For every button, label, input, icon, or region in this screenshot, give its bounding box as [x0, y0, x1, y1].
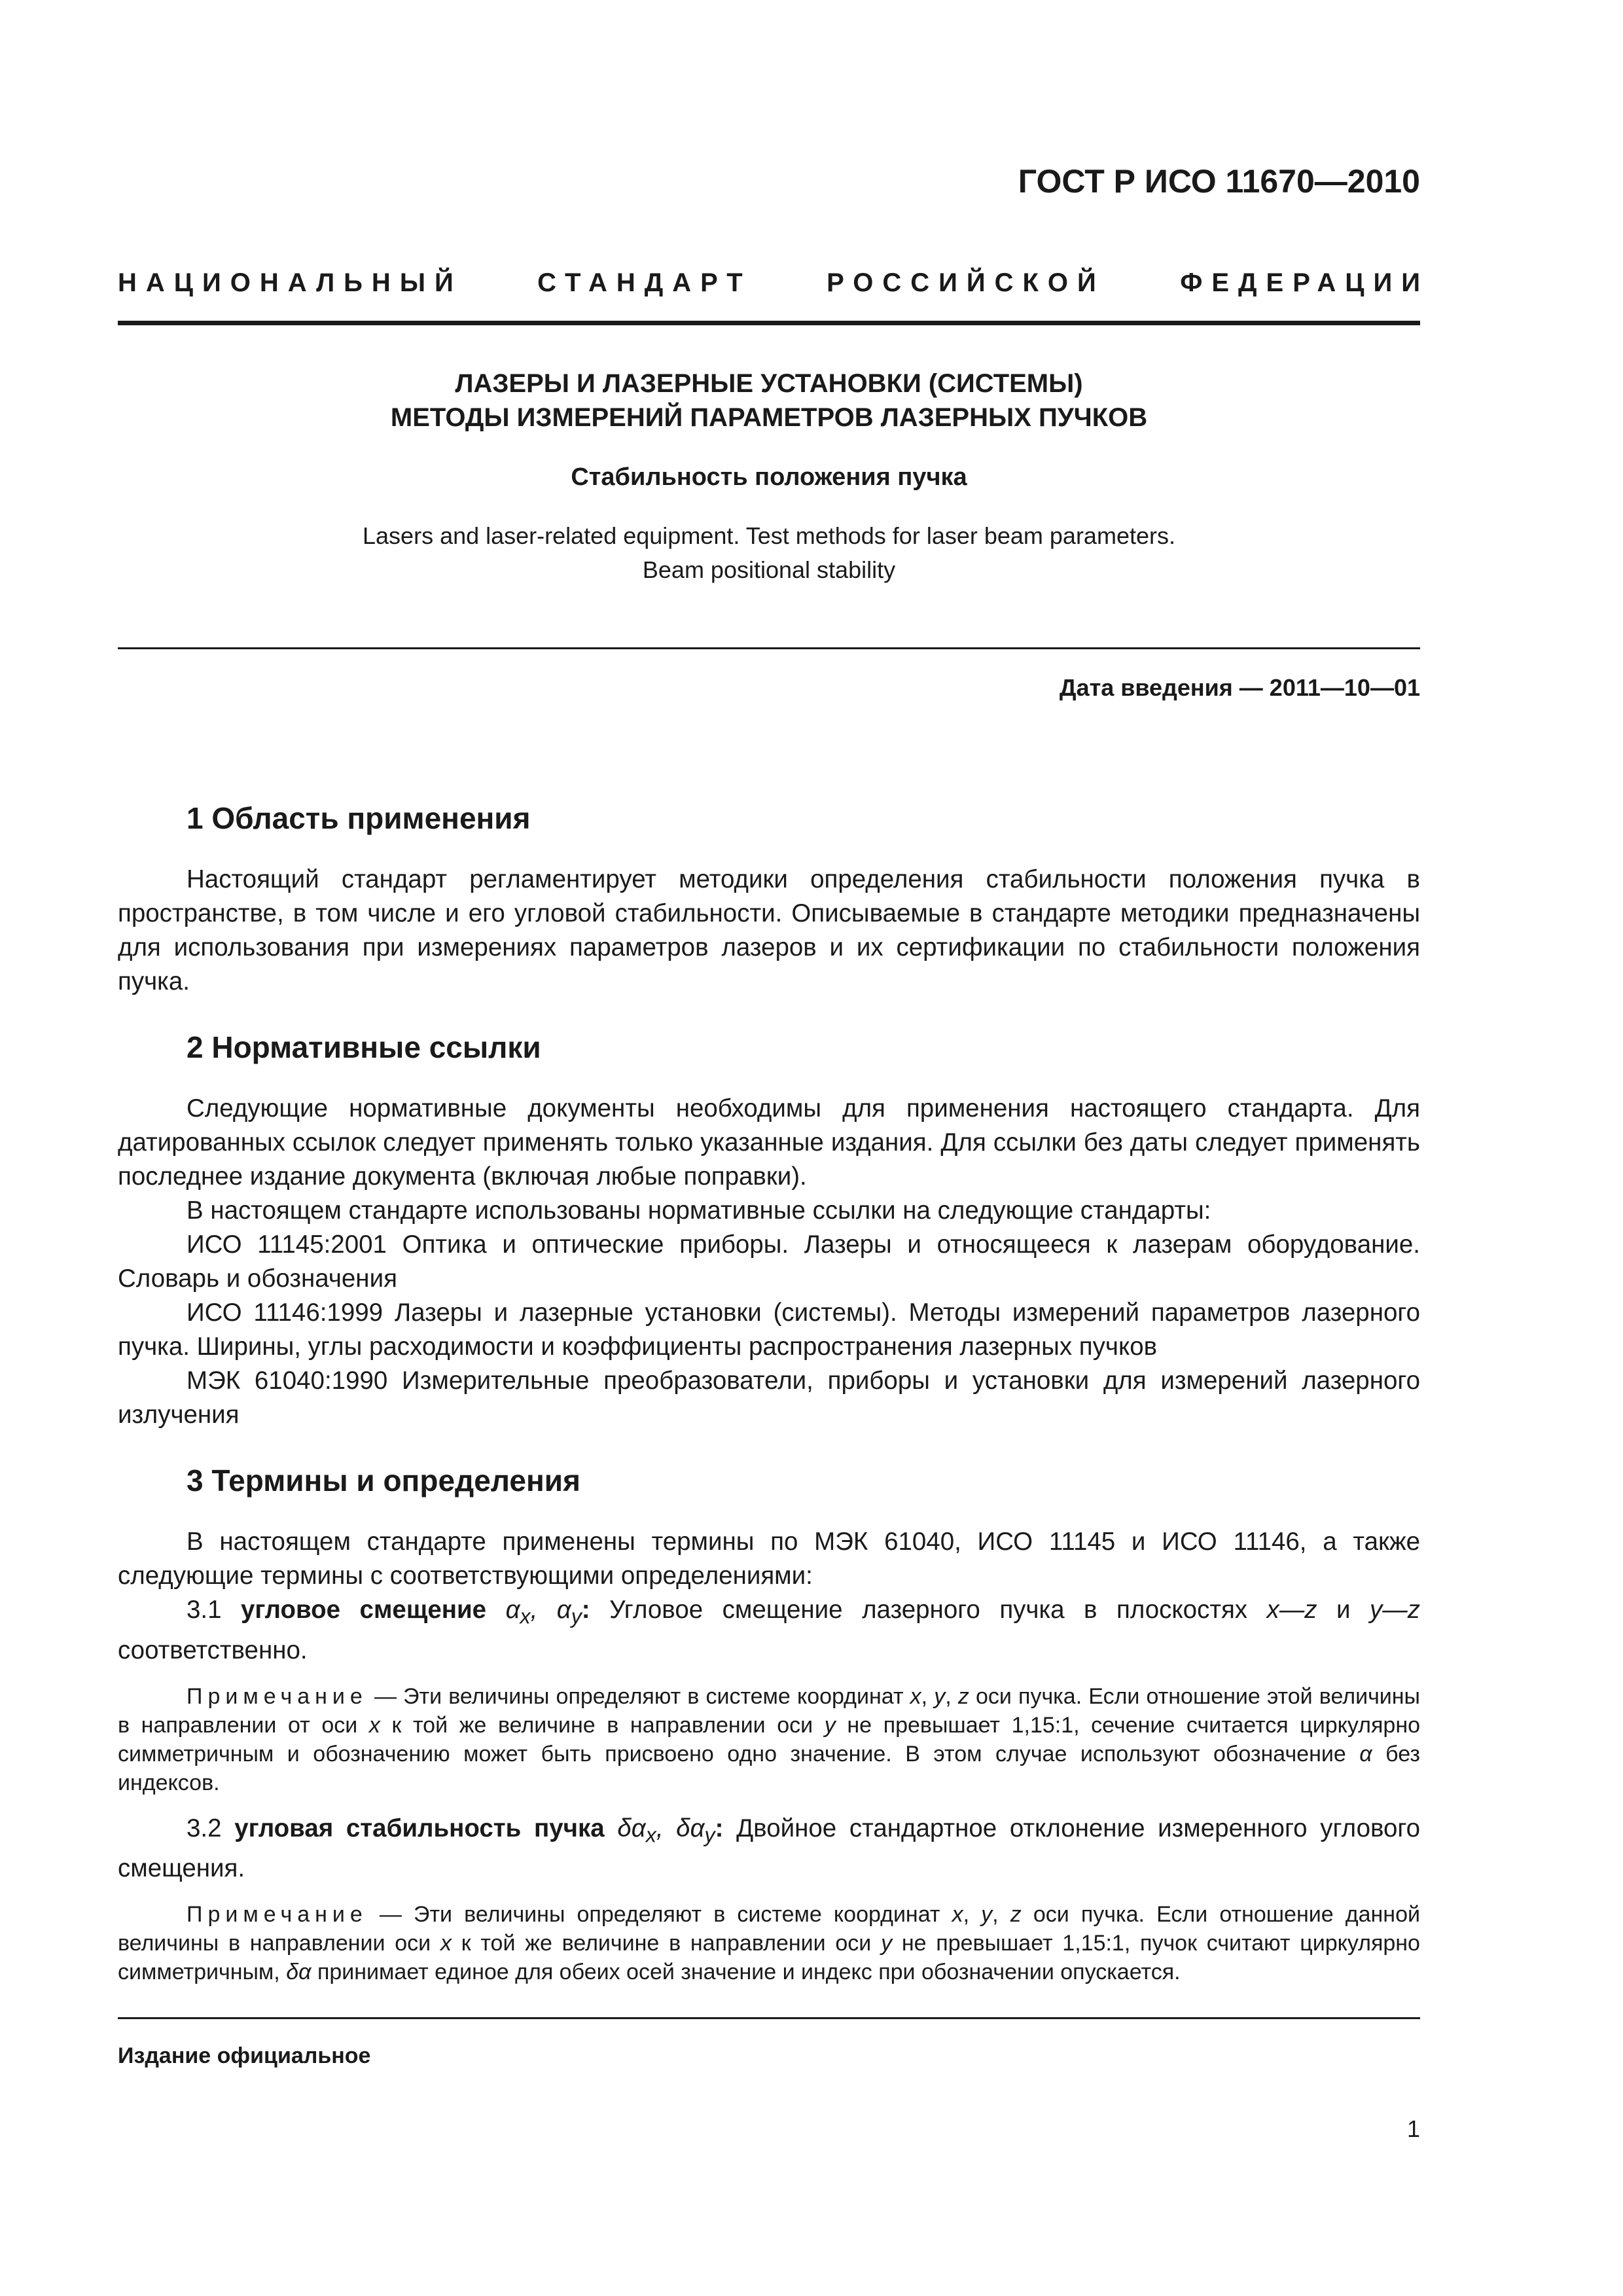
english-title-line-2: Beam positional stability: [642, 556, 896, 583]
edition-label: Издание официальное: [118, 2043, 371, 2068]
banner-word: ФЕДЕРАЦИИ: [1180, 268, 1429, 297]
reference-iec-61040: МЭК 61040:1990 Измерительные преобразователи, приборы и установки для измерений лазерного излучения: [118, 1367, 1420, 1429]
reference-iso-11146: ИСО 11146:1999 Лазеры и лазерные установки (системы). Методы измерений параметров лазерного пучка. Ширины, углы расходимости и коэффициенты распространения лазерных пучков: [118, 1299, 1420, 1361]
term-3-2-name: угловая стабильность пучка: [234, 1814, 605, 1842]
section-2-paragraph-1: Следующие нормативные документы необходимы для применения настоящего стандарта. Для датированных ссылок следует применять только указанные издания. Для ссылки без даты следует применять последнее издание документа (включая любые поправки).: [118, 1094, 1420, 1191]
section-2-heading: 2 Нормативные ссылки: [187, 1030, 541, 1064]
section-3-heading: 3 Термины и определения: [187, 1463, 580, 1498]
footer-divider: [118, 2017, 1420, 2019]
term-3-1: 3.1 угловое смещение $\alpha_x$, $\alpha_y$: Угловое смещение лазерного пучка в плоскостях x—z и y—z соответственно.: [118, 1596, 1421, 1664]
banner-word: СТАНДАРТ: [537, 268, 752, 297]
subtitle: Стабильность положения пучка: [571, 463, 967, 491]
introduction-date: Дата введения — 2011—10—01: [1059, 674, 1420, 701]
document-page: [118, 0, 1429, 2296]
section-3-paragraph: В настоящем стандарте применены термины по МЭК 61040, ИСО 11145 и ИСО 11146, а также следующие термины с соответствующими определениями:: [118, 1528, 1420, 1590]
banner-word: РОССИЙСКОЙ: [827, 268, 1105, 297]
term-3-2: 3.2 угловая стабильность пучка $\delta\alpha_x$, $\delta\alpha_y$: Двойное стандартное отклонение измеренного углового смещения.: [118, 1814, 1421, 1883]
reference-iso-11145: ИСО 11145:2001 Оптика и оптические приборы. Лазеры и относящееся к лазерам оборудование. Словарь и обозначения: [118, 1230, 1420, 1293]
national-standard-banner: [118, 268, 1429, 298]
section-1-paragraph: Настоящий стандарт регламентирует методики определения стабильности положения пучка в пространстве, в том числе и его угловой стабильности. Описываемые в стандарте методики предназначены для использования при измерениях параметров лазеров и их сертификации по стабильности положения пучка.: [118, 865, 1420, 996]
title-block: [118, 367, 1420, 587]
title-line-2: МЕТОДЫ ИЗМЕРЕНИЙ ПАРАМЕТРОВ ЛАЗЕРНЫХ ПУЧКОВ: [390, 403, 1148, 432]
section-2-paragraph-2: В настоящем стандарте использованы нормативные ссылки на следующие стандарты:: [187, 1196, 1211, 1225]
note-2: Примечание — Эти величины определяют в системе координат x, y, z оси пучка. Если отношение данной величины в направлении оси x к той же величине в направлении оси y не превышает 1,15:1, пучок считают циркулярно симметричным, δα принимает единое для обеих осей значение и индекс при обозначении опускается.: [118, 1902, 1420, 1985]
english-title-line-1: Lasers and laser-related equipment. Test methods for laser beam parameters.: [363, 522, 1175, 549]
banner-word: НАЦИОНАЛЬНЫЙ: [118, 268, 463, 297]
note-1: Примечание — Эти величины определяют в системе координат x, y, z оси пучка. Если отношение этой величины в направлении от оси x к той же величине в направлении оси y не превышает 1,15:1, сечение считается циркулярно симметричным и обозначению может быть присвоено одно значение. В этом случае используют обозначение α без индексов.: [118, 1683, 1421, 1795]
page-number: 1: [1406, 2115, 1420, 2142]
section-1-heading: 1 Область применения: [187, 801, 531, 835]
title-divider: [118, 647, 1420, 649]
title-line-1: ЛАЗЕРЫ И ЛАЗЕРНЫЕ УСТАНОВКИ (СИСТЕМЫ): [455, 369, 1083, 398]
english-title: [118, 519, 1420, 587]
header-divider: [118, 321, 1420, 325]
term-3-1-name: угловое смещение: [241, 1596, 487, 1624]
document-body: [118, 798, 1420, 1986]
document-code: ГОСТ Р ИСО 11670—2010: [1018, 163, 1420, 200]
